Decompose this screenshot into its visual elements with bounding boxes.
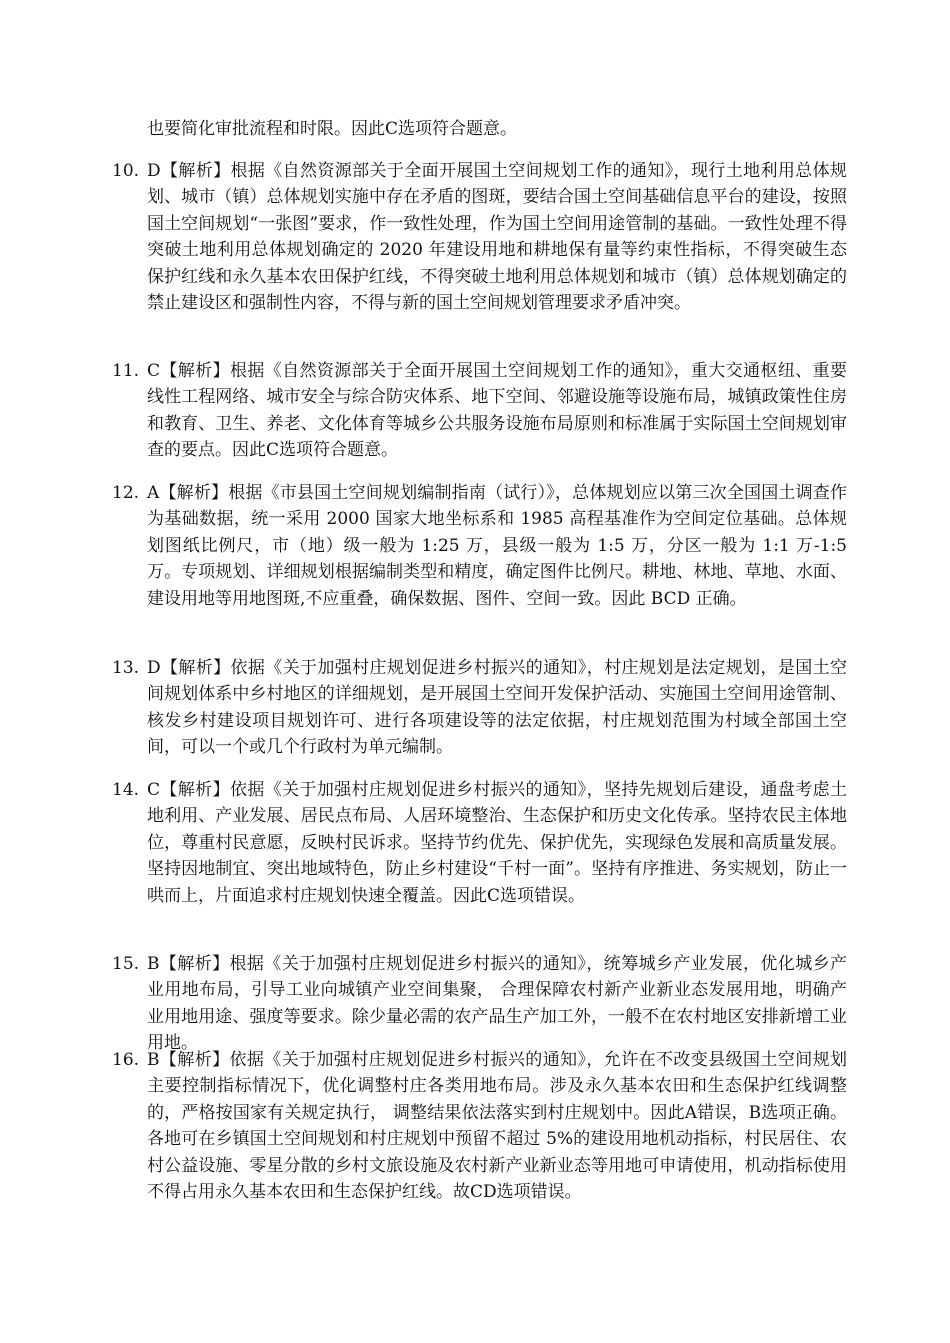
- answer-item-11: [112, 358, 847, 464]
- item-text: C【解析】依据《关于加强村庄规划促进乡村振兴的通知》，坚持先规划后建设，通盘考虑土地利用、产业发展、居民点布局、人居环境整治、生态保护和历史文化传承。坚持农民主体地位，尊重村民意愿，反映村民诉求。坚持节约优先、保护优先，实现绿色发展和高质量发展。坚持因地制宜、突出地域特色，防止乡村建设“千村一面”。坚持有序推进、务实规划，防止一哄而上，片面追求村庄规划快速全覆盖。因此C选项错误。: [147, 780, 847, 906]
- continuation-text: 也要简化审批流程和时限。因此C选项符合题意。: [147, 119, 518, 139]
- answer-item-14: [112, 777, 847, 909]
- item-number: 13.: [112, 658, 140, 678]
- answer-item-15: [112, 951, 847, 1057]
- item-number: 15.: [112, 954, 140, 974]
- answer-item-13: [112, 655, 847, 761]
- item-number: 11.: [112, 361, 140, 381]
- item-text: D【解析】依据《关于加强村庄规划促进乡村振兴的通知》，村庄规划是法定规划，是国土空间规划体系中乡村地区的详细规划，是开展国土空间开发保护活动、实施国土空间用途管制、核发乡村建设项目规划许可、进行各项建设等的法定依据，村庄规划范围为村域全部国土空间，可以一个或几个行政村为单元编制。: [147, 658, 847, 758]
- item-number: 14.: [112, 780, 140, 800]
- item-text: B【解析】根据《关于加强村庄规划促进乡村振兴的通知》，统筹城乡产业发展，优化城乡产业用地布局，引导工业向城镇产业空间集聚， 合理保障农村新产业新业态发展用地，明确产业用地用途、强度等要求。除少量必需的农产品生产加工外，一般不在农村地区安排新增工业用地。: [147, 954, 847, 1054]
- item-number: 10.: [112, 161, 140, 181]
- answer-item-16: [112, 1047, 847, 1205]
- answer-item-12: [112, 480, 847, 612]
- item-text: D【解析】根据《自然资源部关于全面开展国土空间规划工作的通知》，现行土地利用总体规划、城市（镇）总体规划实施中存在矛盾的图斑，要结合国土空间基础信息平台的建设，按照国土空间规划“一张图”要求，作一致性处理，作为国土空间用途管制的基础。一致性处理不得突破土地利用总体规划确定的 2020 年建设用地和耕地保有量等约束性指标，不得突破生态保护红线和永久基本农田保护红线，不得突破土地利用总体规划和城市（镇）总体规划确定的禁止建设区和强制性内容，不得与新的国土空间规划管理要求矛盾冲突。: [147, 161, 847, 314]
- item-text: C【解析】根据《自然资源部关于全面开展国土空间规划工作的通知》，重大交通枢纽、重要线性工程网络、城市安全与综合防灾体系、地下空间、邻避设施等设施布局，城镇政策性住房和教育、卫生、养老、文化体育等城乡公共服务设施布局原则和标准属于实际国土空间规划审查的要点。因此C选项符合题意。: [147, 361, 847, 461]
- answer-item-10: [112, 158, 847, 316]
- item-number: 12.: [112, 483, 140, 503]
- item-text: B【解析】依据《关于加强村庄规划促进乡村振兴的通知》，允许在不改变县级国土空间规划主要控制指标情况下，优化调整村庄各类用地布局。涉及永久基本农田和生态保护红线调整的，严格按国家有关规定执行， 调整结果依法落实到村庄规划中。因此A错误，B选项正确。各地可在乡镇国土空间规划和村庄规划中预留不超过 5%的建设用地机动指标，村民居住、农村公益设施、零星分散的乡村文旅设施及农村新产业新业态等用地可申请使用，机动指标使用不得占用永久基本农田和生态保护红线。故CD选项错误。: [147, 1050, 847, 1203]
- item-number: 16.: [112, 1050, 140, 1070]
- item-text: A【解析】根据《市县国土空间规划编制指南（试行）》，总体规划应以第三次全国国土调查作为基础数据，统一采用 2000 国家大地坐标系和 1985 高程基准作为空间定位基础。总体规划图纸比例尺，市（地）级一般为 1:25 万，县级一般为 1:5 万，分区一般为 1:1 万-1:5 万。专项规划、详细规划根据编制类型和精度，确定图件比例尺。耕地、林地、草地、水面、建设用地等用地图斑,不应重叠，确保数据、图件、空间一致。因此 BCD 正确。: [147, 483, 847, 609]
